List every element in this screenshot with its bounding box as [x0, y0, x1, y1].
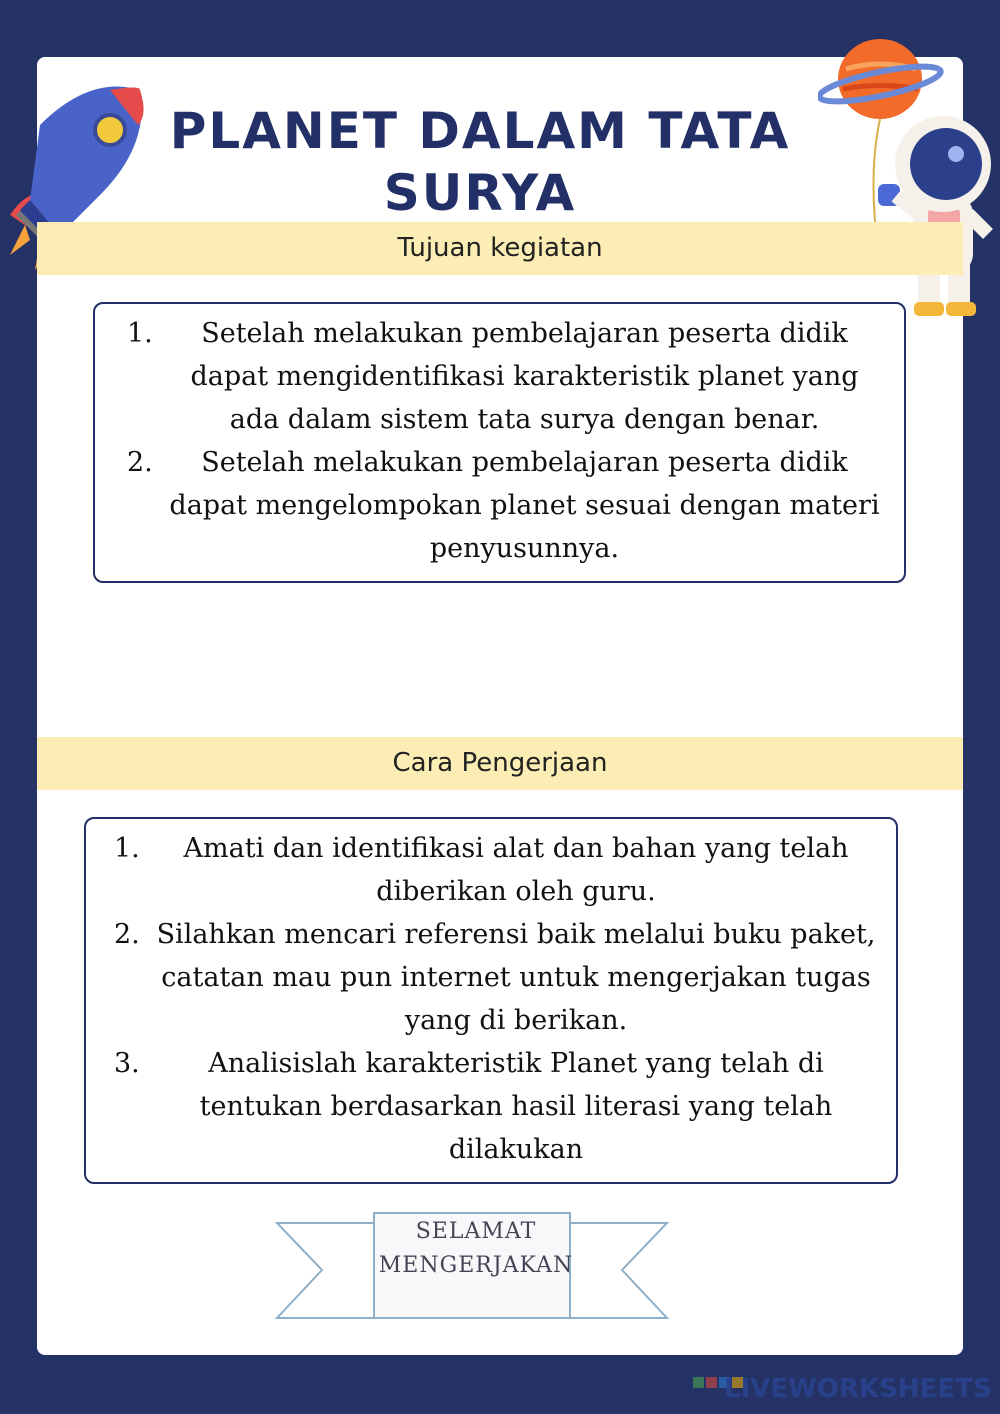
list-item [114, 913, 876, 1042]
liveworksheets-logo [692, 1375, 992, 1403]
banner-text [378, 1215, 574, 1315]
list-item [114, 1042, 876, 1171]
list-item-number: 1. [127, 318, 153, 349]
objectives-list [95, 304, 904, 570]
list-item-number: 2. [114, 919, 140, 950]
list-item-number: 3. [114, 1048, 140, 1079]
list-item-text: Silahkan mencari referensi baik melalui buku paket, catatan mau pun internet untuk mengerjakan tugas yang di berikan. [156, 919, 876, 1036]
instructions-list [86, 819, 896, 1171]
list-item-text: Analisislah karakteristik Planet yang telah di tentukan berdasarkan hasil literasi yang telah dilakukan [199, 1048, 833, 1165]
list-item-number: 2. [127, 447, 153, 478]
section-heading-cara: Cara Pengerjaan [37, 737, 963, 790]
banner-line-2: MENGERJAKAN [378, 1253, 574, 1278]
list-item [114, 827, 876, 913]
page-title: PLANET DALAM TATA SURYA [169, 102, 791, 222]
banner-line-1: SELAMAT [415, 1219, 537, 1244]
watermark-text: LIVEWORKSHEETS [724, 1374, 992, 1404]
objectives-box [93, 302, 906, 583]
list-item [127, 312, 884, 441]
logo-grid-icon [692, 1376, 720, 1404]
list-item-number: 1. [114, 833, 140, 864]
list-item-text: Amati dan identifikasi alat dan bahan yang telah diberikan oleh guru. [183, 833, 849, 907]
section-heading-tujuan: Tujuan kegiatan [37, 222, 963, 275]
list-item-text: Setelah melakukan pembelajaran peserta didik dapat mengidentifikasi karakteristik planet yang ada dalam sistem tata surya dengan benar. [190, 318, 859, 435]
list-item [127, 441, 884, 570]
list-item-text: Setelah melakukan pembelajaran peserta didik dapat mengelompokan planet sesuai dengan materi penyusunnya. [169, 447, 880, 564]
instructions-box [84, 817, 898, 1184]
